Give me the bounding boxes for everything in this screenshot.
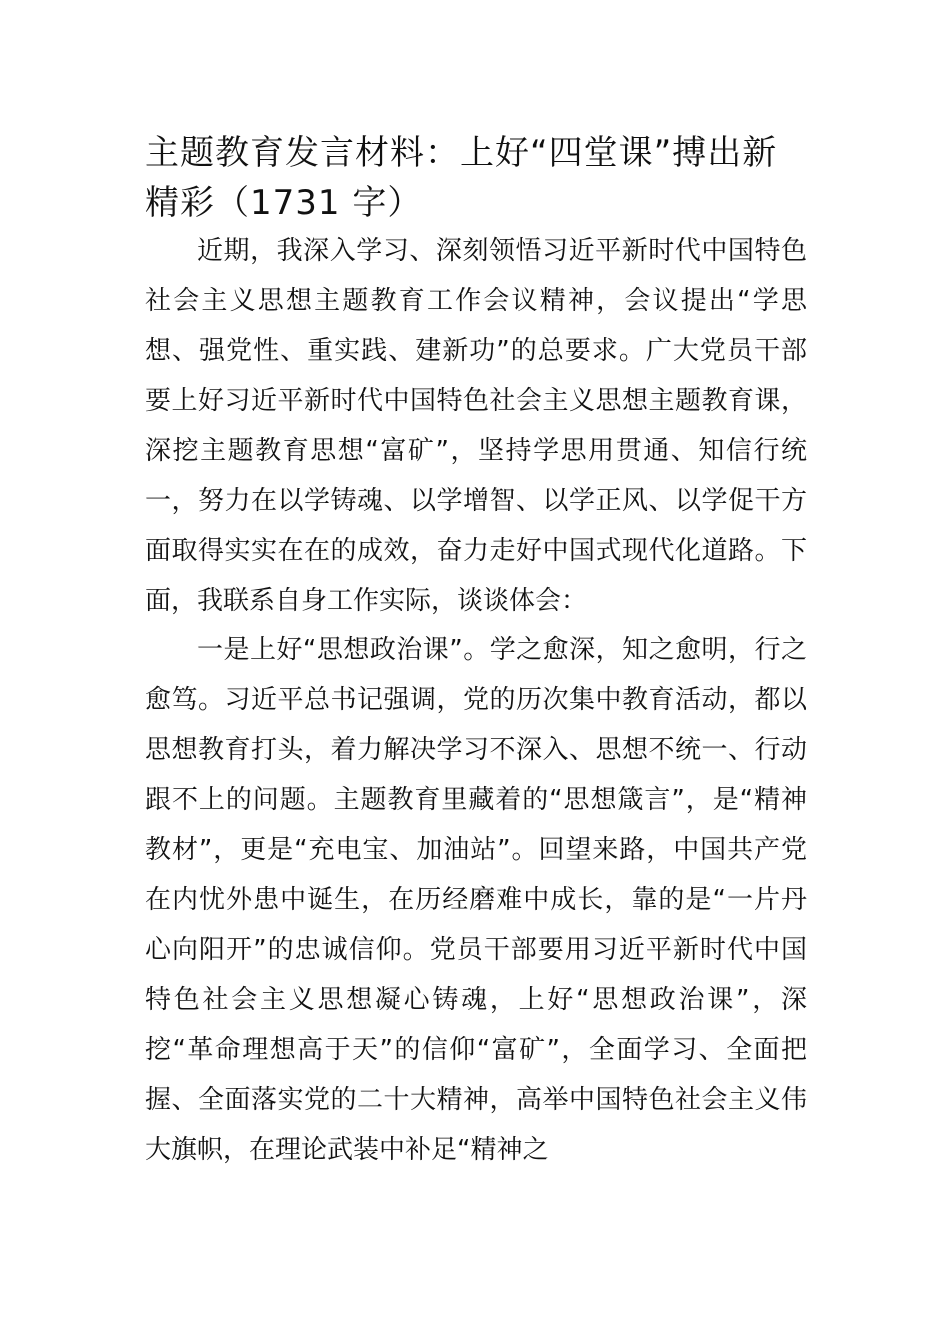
paragraph-ideology-lesson: 一是上好“思想政治课”。学之愈深，知之愈明，行之愈笃。习近平总书记强调，党的历次集中教育活动，都以思想教育打头，着力解决学习不深入、思想不统一、行动跟不上的问题。主题教育里藏着的“思想箴言”，是“精神教材”，更是“充电宝、加油站”。回望来路，中国共产党在内忧外患中诞生，在历经磨难中成长，靠的是“一片丹心向阳开”的忠诚信仰。党员干部要用习近平新时代中国特色社会主义思想凝心铸魂，上好“思想政治课”，深挖“革命理想高于天”的信仰“富矿”，全面学习、全面把握、全面落实党的二十大精神，高举中国特色社会主义伟大旗帜，在理论武装中补足“精神之 <box>145 635 807 1165</box>
paragraph-intro: 近期，我深入学习、深刻领悟习近平新时代中国特色社会主义思想主题教育工作会议精神，会议提出“学思想、强党性、重实践、建新功”的总要求。广大党员干部要上好习近平新时代中国特色社会主义思想主题教育课，深挖主题教育思想“富矿”，坚持学思用贯通、知信行统一，努力在以学铸魂、以学增智、以学正风、以学促干方面取得实实在在的成效，奋力走好中国式现代化道路。下面，我联系自身工作实际，谈谈体会： <box>145 236 807 616</box>
document-title: 主题教育发言材料：上好“四堂课”搏出新精彩（1731 字） <box>145 133 778 223</box>
